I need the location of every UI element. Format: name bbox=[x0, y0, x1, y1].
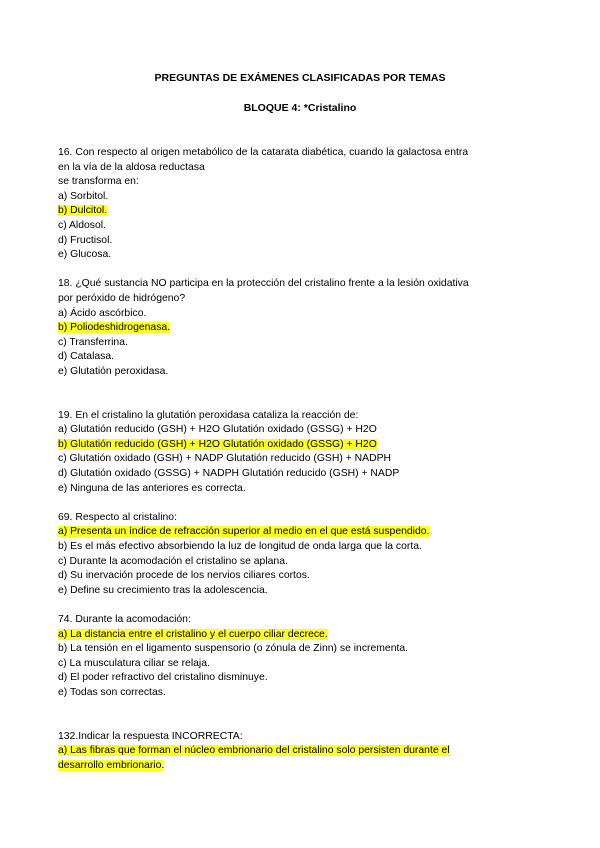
answer-option bbox=[58, 307, 558, 322]
highlighted-answer-text: desarrollo embrionario. bbox=[58, 759, 165, 771]
question-block bbox=[58, 730, 558, 774]
answer-text: c) Durante la acomodación el cristalino se aplana. bbox=[58, 555, 288, 567]
answer-text: d) Catalasa. bbox=[58, 351, 115, 363]
answer-option bbox=[58, 467, 558, 482]
answer-option bbox=[58, 219, 558, 234]
question-block bbox=[58, 277, 558, 379]
answer-option bbox=[58, 540, 558, 555]
answer-text: a) Glutatión reducido (GSH) + H2O Glutatión oxidado (GSSG) + H2O bbox=[58, 424, 377, 436]
answer-option bbox=[58, 584, 558, 599]
answer-option bbox=[58, 452, 558, 467]
question-stem-line: 69. Respecto al cristalino: bbox=[58, 511, 177, 523]
answer-text: e) Define su crecimiento tras la adolescencia. bbox=[58, 584, 268, 596]
answer-option bbox=[58, 365, 558, 380]
question-block bbox=[58, 146, 558, 263]
answer-option bbox=[58, 657, 558, 672]
answer-text: e) Ninguna de las anteriores es correcta. bbox=[58, 482, 246, 494]
answer-option bbox=[58, 759, 558, 774]
answer-option bbox=[58, 336, 558, 351]
answer-text: d) Su inervación procede de los nervios ciliares cortos. bbox=[58, 570, 310, 582]
answer-option bbox=[58, 744, 558, 759]
document-subtitle: BLOQUE 4: *Cristalino bbox=[243, 102, 357, 114]
answer-option bbox=[58, 190, 558, 205]
question-block bbox=[58, 409, 558, 497]
document-title: PREGUNTAS DE EXÁMENES CLASIFICADAS POR TEMAS bbox=[154, 72, 446, 84]
highlighted-answer-text: a) Presenta un índice de refracción superior al medio en el que está suspendido. bbox=[58, 526, 430, 538]
question-stem-line: 132.Indicar la respuesta INCORRECTA: bbox=[58, 730, 243, 742]
answer-text: a) Sorbitol. bbox=[58, 190, 109, 202]
answer-text: e) Glucosa. bbox=[58, 249, 112, 261]
question-stem-line: se transforma en: bbox=[58, 176, 139, 188]
answer-text: c) Transferrina. bbox=[58, 336, 128, 348]
answer-option bbox=[58, 234, 558, 249]
highlighted-answer-text: b) Glutatión reducido (GSH) + H2O Glutatión oxidado (GSSG) + H2O bbox=[58, 438, 377, 450]
highlighted-answer-text: a) La distancia entre el cristalino y el cuerpo ciliar decrece. bbox=[58, 628, 328, 640]
answer-option bbox=[58, 555, 558, 570]
answer-text: a) Ácido ascórbico. bbox=[58, 307, 147, 319]
answer-text: d) El poder refractivo del cristalino disminuye. bbox=[58, 672, 268, 684]
answer-option bbox=[58, 671, 558, 686]
highlighted-answer-text: a) Las fibras que forman el núcleo embrionario del cristalino solo persisten durante el bbox=[58, 745, 450, 757]
answer-option bbox=[58, 350, 558, 365]
question-block bbox=[58, 511, 558, 599]
answer-option bbox=[58, 204, 558, 219]
answer-text: b) Es el más efectivo absorbiendo la luz de longitud de onda larga que la corta. bbox=[58, 541, 422, 553]
answer-text: c) La musculatura ciliar se relaja. bbox=[58, 657, 210, 669]
answer-text: b) La tensión en el ligamento suspensorio (o zónula de Zinn) se incrementa. bbox=[58, 643, 409, 655]
answer-option bbox=[58, 423, 558, 438]
answer-option bbox=[58, 642, 558, 657]
answer-option bbox=[58, 248, 558, 263]
question-stem-line: 18. ¿Qué sustancia NO participa en la protección del cristalino frente a la lesión oxidativa bbox=[58, 278, 469, 290]
question-stem-line: por peróxido de hidrógeno? bbox=[58, 292, 186, 304]
answer-text: d) Glutatión oxidado (GSSG) + NADPH Glutatión reducido (GSH) + NADP bbox=[58, 468, 400, 480]
answer-option bbox=[58, 569, 558, 584]
answer-option bbox=[58, 438, 558, 453]
answer-option bbox=[58, 482, 558, 497]
answer-text: e) Todas son correctas. bbox=[58, 686, 166, 698]
highlighted-answer-text: b) Dulcitol. bbox=[58, 205, 108, 217]
answer-option bbox=[58, 686, 558, 701]
answer-option bbox=[58, 321, 558, 336]
question-stem-line: 74. Durante la acomodación: bbox=[58, 614, 191, 625]
answer-text: d) Fructisol. bbox=[58, 234, 113, 246]
answer-option bbox=[58, 525, 558, 540]
question-block bbox=[58, 613, 558, 701]
answer-text: c) Aldosol. bbox=[58, 219, 106, 231]
answer-text: c) Glutatión oxidado (GSH) + NADP Glutatión reducido (GSH) + NADPH bbox=[58, 453, 392, 465]
question-stem-line: 19. En el cristalino la glutatión peroxidasa cataliza la reacción de: bbox=[58, 409, 359, 421]
questions-list bbox=[58, 146, 558, 788]
answer-option bbox=[58, 628, 558, 643]
highlighted-answer-text: b) Poliodeshidrogenasa. bbox=[58, 322, 171, 334]
answer-text: e) Glutatión peroxidasa. bbox=[58, 365, 169, 377]
question-stem-line: 16. Con respecto al origen metabólico de la catarata diabética, cuando la galactosa entra bbox=[58, 147, 469, 158]
question-stem-line: en la vía de la aldosa reductasa bbox=[58, 161, 205, 173]
